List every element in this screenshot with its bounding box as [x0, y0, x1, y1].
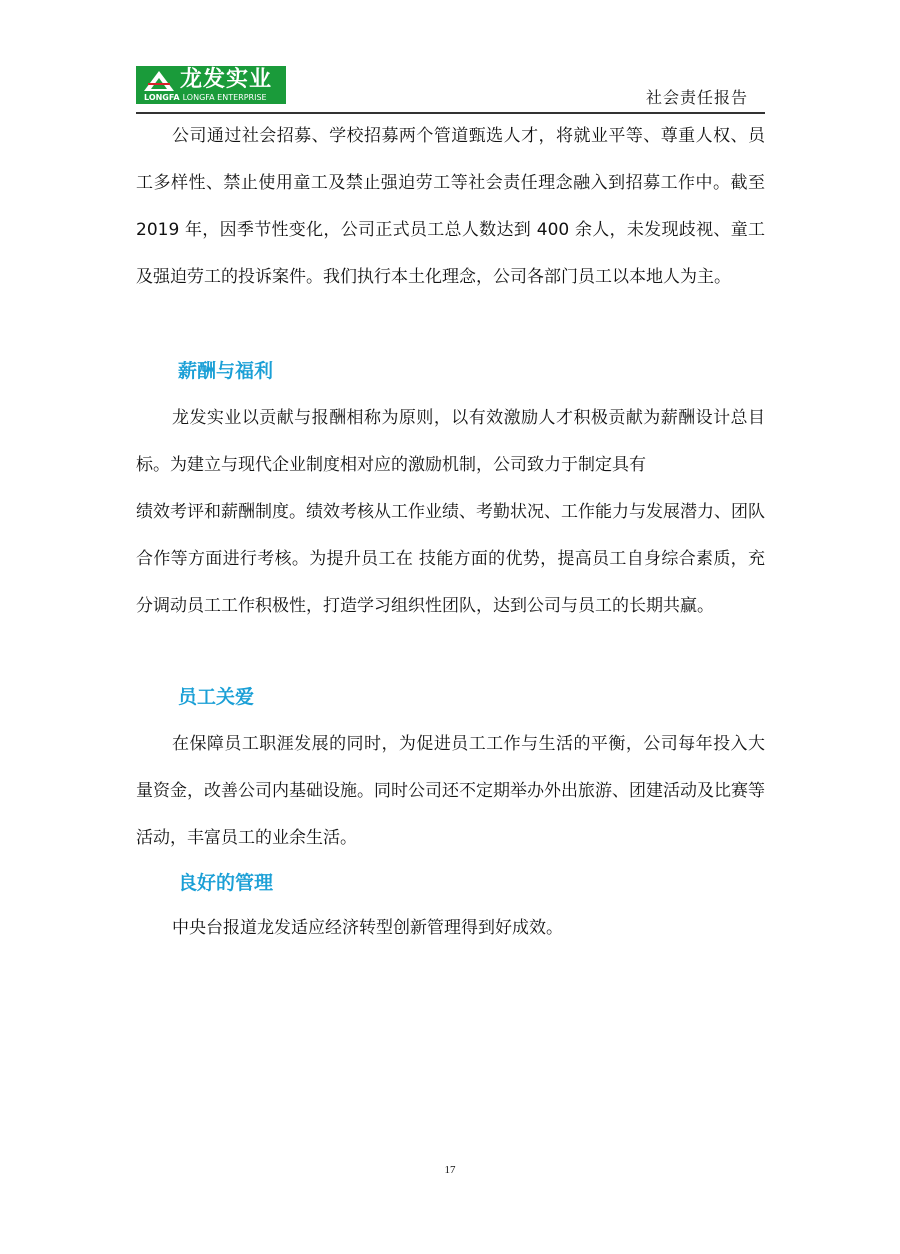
management-paragraph: 中央台报道龙发适应经济转型创新管理得到好成效。 — [172, 918, 563, 938]
logo-triangle-icon — [143, 70, 175, 92]
section-heading-salary: 薪酬与福利 — [178, 360, 274, 382]
salary-paragraph-part1: 龙发实业以贡献与报酬相称为原则，以有效激励人才积极贡献为薪酬设计总目标。为建立与现代企业制度相对应的激励机制，公司致力于制定具有 — [136, 408, 765, 475]
page-number: 17 — [444, 1164, 456, 1176]
logo-english-name — [144, 93, 267, 103]
logo-chinese-name: 龙发实业 — [180, 67, 273, 92]
report-title: 社会责任报告 — [645, 88, 748, 107]
care-paragraph: 在保障员工职涯发展的同时，为促进员工工作与生活的平衡，公司每年投入大量资金，改善公司内基础设施。同时公司还不定期举办外出旅游、团建活动及比赛等活动，丰富员工的业余生活。 — [136, 734, 765, 848]
company-logo — [136, 66, 286, 104]
logo-english-text: LONGFA ENTERPRISE — [182, 93, 267, 102]
recruitment-paragraph: 公司通过社会招募、学校招募两个管道甄选人才，将就业平等、尊重人权、员工多样性、禁止使用童工及禁止强迫劳工等社会责任理念融入到招募工作中。截至 2019 年，因季节性变化，公司正式员工总人数达到 400 余人，未发现歧视、童工及强迫劳工的投诉案件。我们执行本土化理念，公司各部门员工以本地人为主。 — [136, 126, 765, 287]
section-heading-care: 员工关爱 — [178, 686, 255, 708]
section-heading-management: 良好的管理 — [178, 872, 274, 894]
salary-paragraph-part2: 绩效考评和薪酬制度。绩效考核从工作业绩、考勤状况、工作能力与发展潜力、团队合作等方面进行考核。为提升员工在 技能方面的优势，提高员工自身综合素质，充分调动员工工作积极性，打造学习组织性团队，达到公司与员工的长期共赢。 — [136, 502, 765, 616]
logo-english-prefix: LONGFA — [144, 93, 180, 102]
